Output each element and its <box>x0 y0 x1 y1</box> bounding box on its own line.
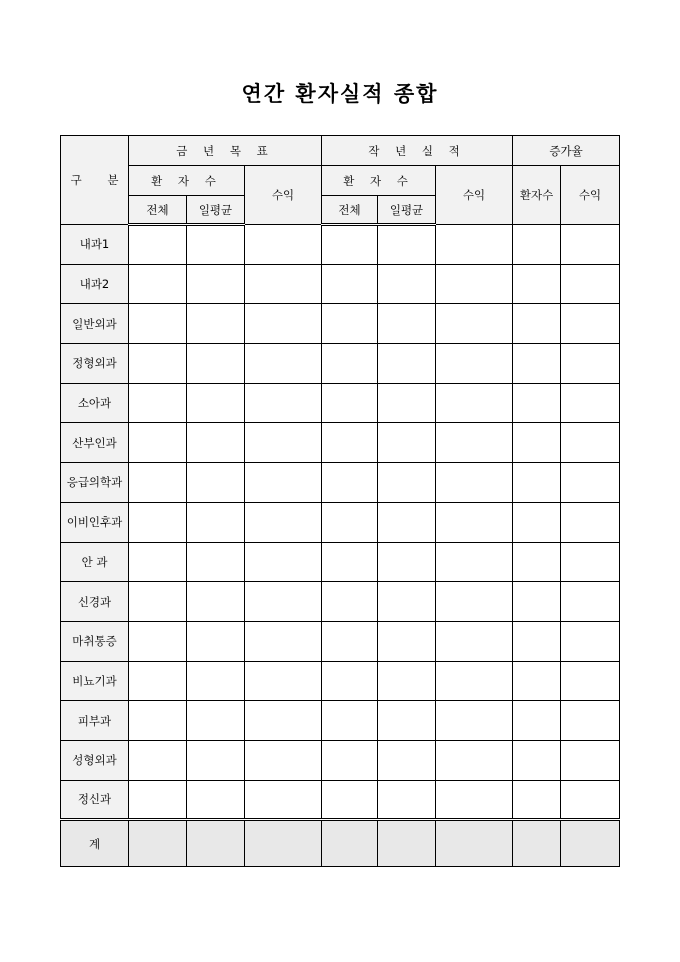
data-cell[interactable] <box>187 582 245 622</box>
data-cell[interactable] <box>436 264 513 304</box>
data-cell[interactable] <box>245 542 322 582</box>
data-cell[interactable] <box>436 740 513 780</box>
data-cell[interactable] <box>322 383 378 423</box>
data-cell[interactable] <box>436 780 513 820</box>
data-cell[interactable] <box>561 225 620 265</box>
department-label: 정형외과 <box>61 344 129 384</box>
data-cell[interactable] <box>436 304 513 344</box>
data-cell[interactable] <box>378 423 436 463</box>
this-year-revenue-header: 수익 <box>245 166 322 225</box>
data-cell[interactable] <box>187 502 245 542</box>
data-cell[interactable] <box>245 264 322 304</box>
data-cell[interactable] <box>378 780 436 820</box>
last-year-revenue-header: 수익 <box>436 166 513 225</box>
data-cell[interactable] <box>513 344 561 384</box>
growth-patients-header: 환자수 <box>513 166 561 225</box>
data-cell[interactable] <box>129 780 187 820</box>
document-title: 연간 환자실적 종합 <box>241 81 439 106</box>
total-cell[interactable] <box>129 820 187 867</box>
data-cell[interactable] <box>436 383 513 423</box>
data-cell[interactable] <box>129 661 187 701</box>
data-cell[interactable] <box>561 502 620 542</box>
data-cell[interactable] <box>378 463 436 503</box>
data-cell[interactable] <box>561 264 620 304</box>
table-row <box>61 780 620 820</box>
data-cell[interactable] <box>322 463 378 503</box>
data-cell[interactable] <box>561 463 620 503</box>
data-cell[interactable] <box>561 542 620 582</box>
total-cell[interactable] <box>322 820 378 867</box>
data-cell[interactable] <box>561 621 620 661</box>
data-cell[interactable] <box>129 701 187 741</box>
total-cell[interactable] <box>561 820 620 867</box>
table-row <box>61 542 620 582</box>
this-year-patient-count-header: 환 자 수 <box>129 166 245 196</box>
data-cell[interactable] <box>513 621 561 661</box>
data-cell[interactable] <box>378 304 436 344</box>
table-row <box>61 225 620 265</box>
data-cell[interactable] <box>245 780 322 820</box>
patient-summary-table <box>60 135 620 867</box>
data-cell[interactable] <box>378 740 436 780</box>
total-row <box>61 820 620 867</box>
table-row <box>61 502 620 542</box>
data-cell[interactable] <box>561 344 620 384</box>
last-year-patient-count-header: 환 자 수 <box>322 166 436 196</box>
department-label: 응급의학과 <box>61 463 129 503</box>
department-label: 소아과 <box>61 383 129 423</box>
data-cell[interactable] <box>129 621 187 661</box>
data-cell[interactable] <box>187 463 245 503</box>
data-cell[interactable] <box>129 264 187 304</box>
table-row <box>61 383 620 423</box>
data-cell[interactable] <box>245 304 322 344</box>
data-cell[interactable] <box>513 542 561 582</box>
data-cell[interactable] <box>187 701 245 741</box>
data-cell[interactable] <box>561 740 620 780</box>
data-cell[interactable] <box>187 304 245 344</box>
data-cell[interactable] <box>187 423 245 463</box>
data-cell[interactable] <box>245 383 322 423</box>
data-cell[interactable] <box>245 582 322 622</box>
data-cell[interactable] <box>513 463 561 503</box>
department-label: 내과2 <box>61 264 129 304</box>
data-cell[interactable] <box>187 225 245 265</box>
data-cell[interactable] <box>561 383 620 423</box>
data-cell[interactable] <box>187 780 245 820</box>
table-row <box>61 740 620 780</box>
department-label: 안 과 <box>61 542 129 582</box>
division-header: 구 분 <box>61 136 129 225</box>
table-row <box>61 264 620 304</box>
total-cell[interactable] <box>245 820 322 867</box>
data-cell[interactable] <box>378 701 436 741</box>
data-cell[interactable] <box>245 740 322 780</box>
data-cell[interactable] <box>513 661 561 701</box>
data-cell[interactable] <box>245 463 322 503</box>
growth-rate-header: 증가율 <box>513 136 620 166</box>
data-cell[interactable] <box>513 264 561 304</box>
data-cell[interactable] <box>378 661 436 701</box>
data-cell[interactable] <box>436 502 513 542</box>
data-cell[interactable] <box>322 780 378 820</box>
data-cell[interactable] <box>322 304 378 344</box>
data-cell[interactable] <box>436 701 513 741</box>
data-cell[interactable] <box>245 621 322 661</box>
data-cell[interactable] <box>187 740 245 780</box>
data-cell[interactable] <box>322 502 378 542</box>
data-cell[interactable] <box>322 264 378 304</box>
data-cell[interactable] <box>513 701 561 741</box>
data-cell[interactable] <box>129 225 187 265</box>
department-label: 신경과 <box>61 582 129 622</box>
department-label: 성형외과 <box>61 740 129 780</box>
header-row-2 <box>61 166 620 196</box>
data-cell[interactable] <box>322 344 378 384</box>
data-cell[interactable] <box>129 383 187 423</box>
data-cell[interactable] <box>436 661 513 701</box>
data-cell[interactable] <box>513 502 561 542</box>
data-cell[interactable] <box>436 463 513 503</box>
department-label: 비뇨기과 <box>61 661 129 701</box>
growth-revenue-header: 수익 <box>561 166 620 225</box>
data-cell[interactable] <box>378 621 436 661</box>
data-cell[interactable] <box>187 542 245 582</box>
table-row <box>61 304 620 344</box>
data-cell[interactable] <box>322 423 378 463</box>
this-year-target-header: 금 년 목 표 <box>129 136 322 166</box>
data-cell[interactable] <box>322 582 378 622</box>
data-cell[interactable] <box>322 661 378 701</box>
data-cell[interactable] <box>245 344 322 384</box>
total-cell[interactable] <box>187 820 245 867</box>
data-cell[interactable] <box>561 423 620 463</box>
data-cell[interactable] <box>436 542 513 582</box>
department-label: 정신과 <box>61 780 129 820</box>
table-row <box>61 701 620 741</box>
data-cell[interactable] <box>129 502 187 542</box>
total-cell[interactable] <box>436 820 513 867</box>
data-cell[interactable] <box>378 582 436 622</box>
data-cell[interactable] <box>129 304 187 344</box>
data-cell[interactable] <box>322 225 378 265</box>
table-row <box>61 661 620 701</box>
header-row-1 <box>61 136 620 166</box>
data-cell[interactable] <box>322 621 378 661</box>
table-row <box>61 423 620 463</box>
data-cell[interactable] <box>513 383 561 423</box>
data-cell[interactable] <box>378 344 436 384</box>
department-label: 산부인과 <box>61 423 129 463</box>
data-cell[interactable] <box>187 264 245 304</box>
department-label: 내과1 <box>61 225 129 265</box>
this-year-total-header: 전체 <box>129 196 187 225</box>
data-cell[interactable] <box>378 542 436 582</box>
data-cell[interactable] <box>436 621 513 661</box>
data-cell[interactable] <box>129 582 187 622</box>
data-cell[interactable] <box>187 621 245 661</box>
data-cell[interactable] <box>129 423 187 463</box>
last-year-actual-header: 작 년 실 적 <box>322 136 513 166</box>
table-body <box>61 136 620 867</box>
department-label: 이비인후과 <box>61 502 129 542</box>
data-cell[interactable] <box>245 225 322 265</box>
last-year-total-header: 전체 <box>322 196 378 225</box>
department-label: 피부과 <box>61 701 129 741</box>
data-cell[interactable] <box>436 423 513 463</box>
data-cell[interactable] <box>513 740 561 780</box>
data-cell[interactable] <box>513 423 561 463</box>
this-year-daily-avg-header: 일평균 <box>187 196 245 225</box>
data-cell[interactable] <box>187 344 245 384</box>
data-cell[interactable] <box>378 383 436 423</box>
data-cell[interactable] <box>436 225 513 265</box>
table-row <box>61 621 620 661</box>
data-cell[interactable] <box>561 661 620 701</box>
data-cell[interactable] <box>378 225 436 265</box>
data-cell[interactable] <box>322 701 378 741</box>
data-cell[interactable] <box>561 780 620 820</box>
table-row <box>61 463 620 503</box>
data-cell[interactable] <box>513 225 561 265</box>
data-cell[interactable] <box>513 780 561 820</box>
total-label: 계 <box>61 820 129 867</box>
data-cell[interactable] <box>187 661 245 701</box>
data-cell[interactable] <box>245 423 322 463</box>
data-cell[interactable] <box>129 740 187 780</box>
data-cell[interactable] <box>513 582 561 622</box>
department-label: 마취통증 <box>61 621 129 661</box>
data-cell[interactable] <box>561 304 620 344</box>
data-cell[interactable] <box>322 542 378 582</box>
data-cell[interactable] <box>436 582 513 622</box>
data-cell[interactable] <box>187 383 245 423</box>
table-row <box>61 344 620 384</box>
data-cell[interactable] <box>378 264 436 304</box>
last-year-daily-avg-header: 일평균 <box>378 196 436 225</box>
data-cell[interactable] <box>322 740 378 780</box>
data-cell[interactable] <box>129 344 187 384</box>
data-cell[interactable] <box>129 542 187 582</box>
data-cell[interactable] <box>245 502 322 542</box>
data-cell[interactable] <box>436 344 513 384</box>
data-cell[interactable] <box>245 661 322 701</box>
data-cell[interactable] <box>561 701 620 741</box>
department-label: 일반외과 <box>61 304 129 344</box>
data-cell[interactable] <box>129 463 187 503</box>
total-cell[interactable] <box>378 820 436 867</box>
table-row <box>61 582 620 622</box>
data-cell[interactable] <box>561 582 620 622</box>
data-cell[interactable] <box>378 502 436 542</box>
total-cell[interactable] <box>513 820 561 867</box>
data-cell[interactable] <box>245 701 322 741</box>
data-cell[interactable] <box>513 304 561 344</box>
